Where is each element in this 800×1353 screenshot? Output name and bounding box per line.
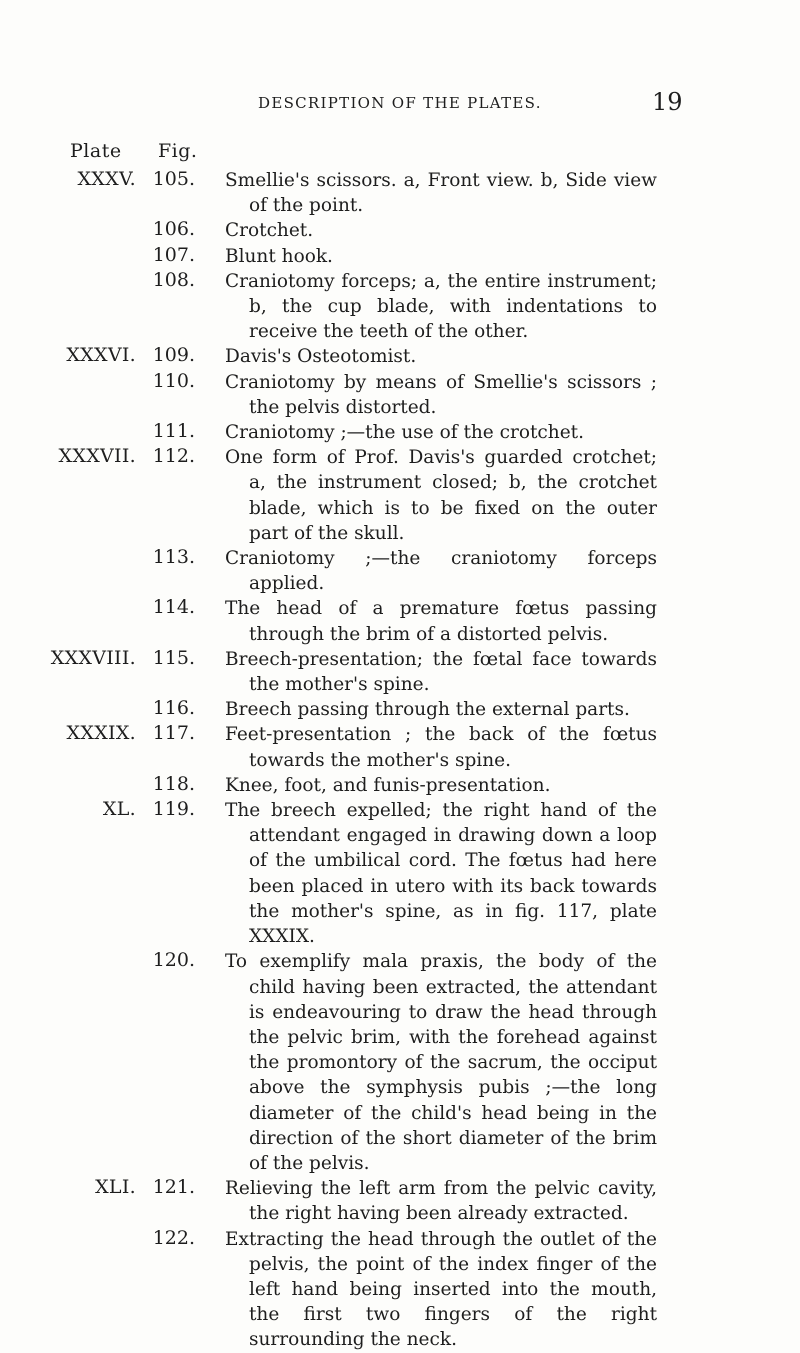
figure-description: Extracting the head through the outlet of the pelvis, the point of the index finger of the left hand being inserted into the mouth, the first two fingers of the right surrounding the neck. <box>225 1228 657 1351</box>
figure-description: Craniotomy by means of Smellie's scissors ; the pelvis distorted. <box>225 371 657 418</box>
figure-description: Feet-presentation ; the back of the fœtus towards the mother's spine. <box>225 724 657 771</box>
figure-number: 105. <box>152 168 195 190</box>
figure-description: To exemplify mala praxis, the body of the child having been extracted, the attendant is endeavouring to draw the head through the pelvic brim, with the forehead against the promontory of the sacrum, the occiput above the symphysis pubis ;—the long diameter of the child's head being in the direction of the short diameter of the brim of the pelvis. <box>225 951 657 1174</box>
plate-entry <box>0 546 800 596</box>
plate-entry <box>0 1227 800 1353</box>
figure-description: Craniotomy ;—the craniotomy forceps applied. <box>225 548 657 595</box>
figure-description: Breech-presentation; the fœtal face towards the mother's spine. <box>225 648 657 696</box>
plate-number: XXXVI. <box>66 344 136 367</box>
plate-entry <box>0 949 800 1176</box>
figure-description: Smellie's scissors. a, Front view. b, Side view of the point. <box>225 170 657 217</box>
figure-description: Blunt hook. <box>225 245 333 267</box>
figure-number: 107. <box>152 243 195 266</box>
plate-entry <box>0 1176 800 1226</box>
page-number: 19 <box>652 88 683 116</box>
figure-number: 108. <box>152 268 195 291</box>
figure-number: 117. <box>152 722 195 745</box>
fig-column-heading: Fig. <box>158 140 198 162</box>
figure-number: 122. <box>152 1226 195 1249</box>
plate-entry <box>0 344 800 369</box>
figure-number: 116. <box>152 697 195 720</box>
figure-description: Craniotomy ;—the use of the crotchet. <box>225 422 584 444</box>
figure-number: 109. <box>152 344 195 367</box>
figure-description: The head of a premature fœtus passing through the brim of a distorted pelvis. <box>225 598 657 645</box>
figure-number: 118. <box>152 772 195 795</box>
figure-number: 115. <box>152 646 195 669</box>
plate-number: XLI. <box>95 1176 136 1199</box>
figure-description: Breech passing through the external parts. <box>225 699 630 721</box>
figure-description: Knee, foot, and funis-presentation. <box>225 774 551 796</box>
column-headings <box>0 140 800 166</box>
plate-number: XXXV. <box>77 168 136 190</box>
figure-number: 119. <box>152 798 195 821</box>
plate-number: XXXIX. <box>66 722 136 745</box>
plate-number: XXXVII. <box>58 445 136 468</box>
figure-description: Relieving the left arm from the pelvic cavity, the right having been already extracted. <box>225 1178 657 1225</box>
plate-number: XL. <box>102 798 136 821</box>
plate-entry <box>0 798 800 949</box>
plate-entry <box>0 370 800 420</box>
plate-number: XXXVIII. <box>50 646 136 669</box>
plate-entry <box>0 773 800 798</box>
figure-description: The breech expelled; the right hand of the attendant engaged in drawing down a loop of the umbilical cord. The fœtus had here been placed in utero with its back towards the mother's spine, as in fig. 117, plate XXXIX. <box>225 800 657 948</box>
figure-number: 113. <box>152 546 195 569</box>
running-title: DESCRIPTION OF THE PLATES. <box>258 94 542 112</box>
plate-entry <box>0 269 800 345</box>
plate-entry <box>0 168 800 218</box>
figure-description: Crotchet. <box>225 220 314 242</box>
figure-description: Craniotomy forceps; a, the entire instrument; b, the cup blade, with indentations to receive the teeth of the other. <box>225 270 657 343</box>
plate-entry <box>0 596 800 646</box>
plate-entry <box>0 445 800 546</box>
figure-number: 106. <box>152 218 195 241</box>
figure-number: 112. <box>152 445 195 468</box>
plate-column-heading: Plate <box>70 140 122 162</box>
running-head <box>0 88 800 120</box>
plate-entry <box>0 722 800 772</box>
plate-entries-list <box>0 168 800 1353</box>
figure-description: One form of Prof. Davis's guarded crotchet; a, the instrument closed; b, the crotchet blade, which is to be fixed on the outer part of the skull. <box>225 447 657 544</box>
plate-entry <box>0 697 800 722</box>
plate-entry <box>0 420 800 445</box>
figure-description: Davis's Osteotomist. <box>225 346 417 368</box>
figure-number: 114. <box>152 596 195 619</box>
figure-number: 110. <box>152 369 195 392</box>
plate-entry <box>0 647 800 697</box>
figure-number: 111. <box>152 420 195 443</box>
figure-number: 121. <box>152 1176 195 1199</box>
figure-number: 120. <box>152 949 195 972</box>
plate-entry <box>0 244 800 269</box>
plate-entry <box>0 218 800 243</box>
